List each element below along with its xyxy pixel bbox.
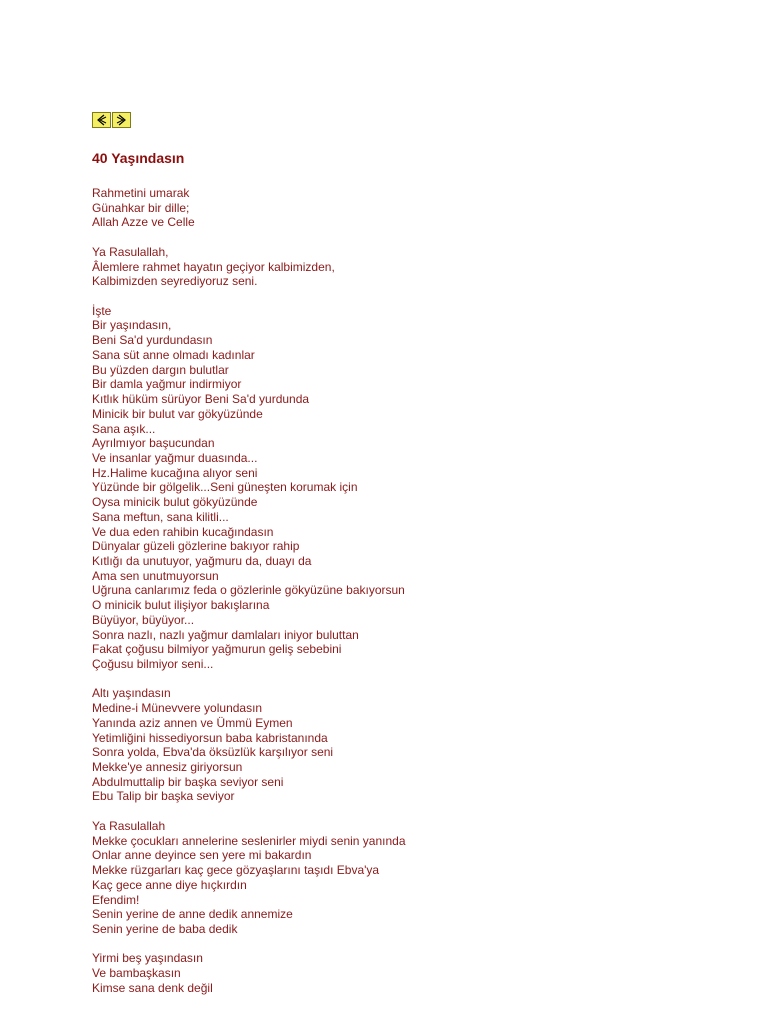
poem-line: Mekke rüzgarları kaç gece gözyaşlarını taşıdı Ebva'ya [92,863,380,878]
poem-line: Kıtlığı da unutuyor, yağmuru da, duayı da [92,553,312,568]
poem-line: Ve insanlar yağmur duasında... [92,450,258,465]
poem-line: Sonra yolda, Ebva'da öksüzlük karşılıyor seni [92,745,334,760]
page-title: 40 Yaşındasın [92,150,185,166]
poem-line: Ebu Talip bir başka seviyor [92,789,235,804]
poem-line: Yetimliğini hissediyorsun baba kabristanında [92,730,328,745]
stanza [92,819,406,937]
poem-line: Allah Azze ve Celle [92,215,195,230]
poem-line: Uğruna canlarımız feda o gözlerinle gökyüzüne bakıyorsun [92,583,405,598]
poem-line: Dünyalar güzeli gözlerine bakıyor rahip [92,539,300,554]
poem-line: Ya Rasulallah [92,818,166,833]
poem-body [92,186,406,1010]
poem-line: Yüzünde bir gölgelik...Seni güneşten korumak için [92,480,358,495]
poem-line: Kaç gece anne diye hıçkırdın [92,877,247,892]
stanza [92,951,406,995]
poem-line: Yanında aziz annen ve Ümmü Eymen [92,715,293,730]
poem-line: Ve dua eden rahibin kucağındasın [92,524,274,539]
poem-line: Sana süt anne olmadı kadınlar [92,347,255,362]
poem-line: Senin yerine de baba dedik [92,921,238,936]
poem-line: Abdulmuttalip bir başka seviyor seni [92,774,284,789]
poem-line: Ama sen unutmuyorsun [92,568,219,583]
poem-line: Altı yaşındasın [92,686,171,701]
stanza [92,245,406,289]
poem-line: Beni Sa'd yurdundasın [92,333,213,348]
poem-line: Ya Rasulallah, [92,244,169,259]
poem-line: Kalbimizden seyrediyoruz seni. [92,274,258,289]
poem-line: Âlemlere rahmet hayatın geçiyor kalbimizden, [92,259,335,274]
poem-line: İşte [92,303,112,318]
poem-line: Mekke'ye annesiz giriyorsun [92,760,243,775]
poem-line: Rahmetini umarak [92,186,190,200]
poem-line: Fakat çoğusu bilmiyor yağmurun geliş sebebini [92,642,342,657]
poem-line: Minicik bir bulut var gökyüzünde [92,406,263,421]
poem-line: Yirmi beş yaşındasın [92,951,203,966]
poem-line: Sonra nazlı, nazlı yağmur damlaları iniyor buluttan [92,627,359,642]
poem-line: Medine-i Münevvere yolundasın [92,701,263,716]
poem-line: Çoğusu bilmiyor seni... [92,657,214,671]
back-button[interactable] [92,112,111,128]
poem-line: Bir damla yağmur indirmiyor [92,377,242,392]
poem-line: Sana aşık... [92,421,156,436]
forward-arrow-icon [115,114,128,126]
poem-line: Büyüyor, büyüyor... [92,612,195,627]
poem-line: O minicik bulut ilişiyor bakışlarına [92,598,270,613]
poem-line: Sana meftun, sana kilitli... [92,509,229,524]
poem-line: Kimse sana denk değil [92,980,213,995]
poem-line: Onlar anne deyince sen yere mi bakardın [92,848,312,863]
poem-line: Kıtlık hüküm sürüyor Beni Sa'd yurdunda [92,392,310,407]
poem-line: Senin yerine de anne dedik annemize [92,907,293,922]
poem-line: Hz.Halime kucağına alıyor seni [92,465,258,480]
forward-button[interactable] [112,112,131,128]
nav-icons [92,112,132,128]
stanza [92,304,406,672]
stanza [92,686,406,804]
poem-line: Ayrılmıyor başucundan [92,436,215,451]
back-arrow-icon [95,114,108,126]
poem-line: Oysa minicik bulut gökyüzünde [92,495,258,510]
poem-line: Mekke çocukları annelerine seslenirler miydi senin yanında [92,833,406,848]
poem-line: Bu yüzden dargın bulutlar [92,362,229,377]
stanza [92,186,406,230]
poem-line: Günahkar bir dille; [92,200,190,215]
poem-line: Bir yaşındasın, [92,318,172,333]
poem-line: Ve bambaşkasın [92,966,181,981]
poem-line: Efendim! [92,892,140,907]
